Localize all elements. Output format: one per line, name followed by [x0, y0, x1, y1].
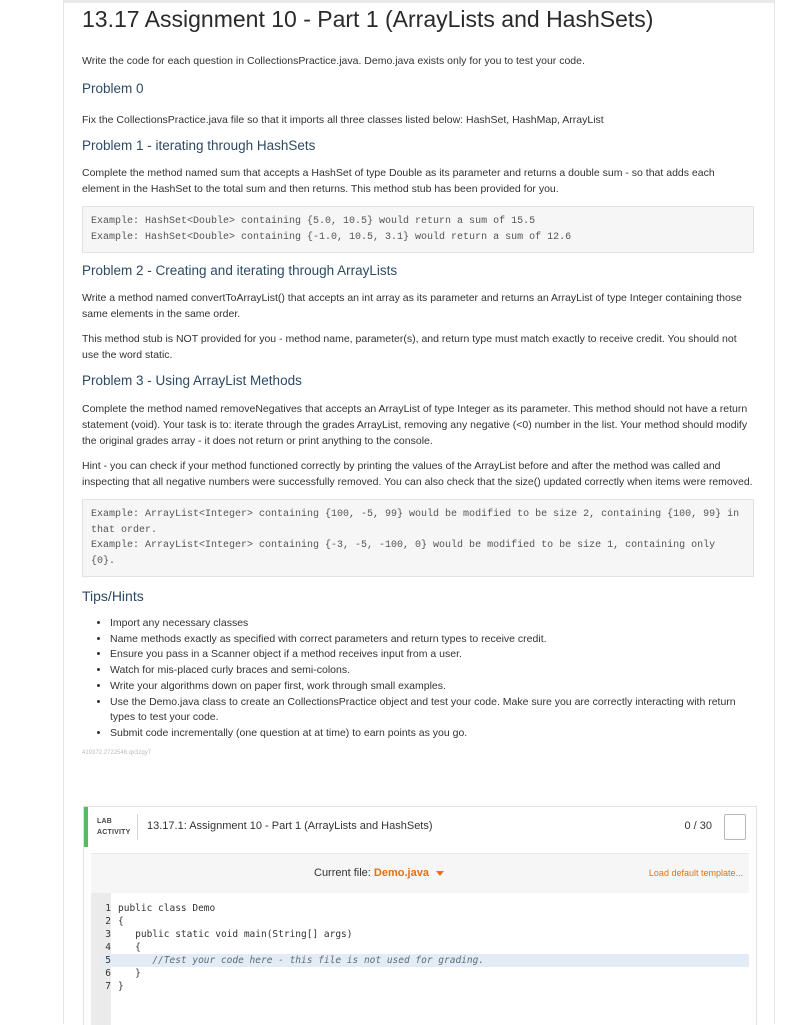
code-comment[interactable]: //Test your code here - this file is not used for grading.: [118, 955, 485, 966]
lab-accent-bar: [84, 807, 88, 847]
code-line[interactable]: [101, 941, 749, 954]
lab-title: 13.17.1: Assignment 10 - Part 1 (ArrayLists and HashSets): [147, 820, 433, 832]
code-line-active[interactable]: [101, 954, 749, 967]
tips-heading: Tips/Hints: [82, 588, 144, 604]
line-number: 4: [105, 942, 111, 953]
load-default-template-link[interactable]: Load default template...: [648, 868, 743, 878]
assignment-page: [63, 0, 775, 1024]
code-line[interactable]: [101, 967, 749, 980]
lab-label-line2: ACTIVITY: [97, 829, 131, 836]
lab-activity-panel: [83, 806, 757, 1025]
tip-item: • Import any necessary classes: [110, 616, 754, 632]
problem0-heading: Problem 0: [82, 81, 144, 96]
current-file-name[interactable]: Demo.java: [373, 867, 429, 879]
code-text[interactable]: {: [118, 942, 141, 953]
intro-text: Write the code for each question in CollectionsPractice.java. Demo.java exists only for you to test your code.: [82, 55, 585, 67]
line-number: 2: [105, 916, 111, 927]
code-text[interactable]: }: [118, 968, 141, 979]
tip-item: • Ensure you pass in a Scanner object if a method receives input from a user.: [110, 647, 754, 663]
line-number: 6: [105, 968, 111, 979]
tip-item: • Write your algorithms down on paper first, work through small examples.: [110, 679, 754, 695]
problem1-text: Complete the method named sum that accepts a HashSet of type Double as its parameter and returns a double sum - so that adds each element in the HashSet to the total sum and then returns. This method stub has been provided for you.: [82, 167, 715, 195]
lab-score: 0 / 30: [684, 820, 712, 832]
code-editor[interactable]: [91, 893, 749, 1025]
code-line[interactable]: [101, 980, 749, 993]
current-file-label: Current file:: [314, 867, 371, 879]
line-number: 1: [105, 903, 111, 914]
lab-header: [84, 807, 756, 847]
line-number: 3: [105, 929, 111, 940]
code-text[interactable]: }: [118, 981, 124, 992]
code-text[interactable]: {: [118, 916, 124, 927]
problem3-text-1: Complete the method named removeNegatives that accepts an ArrayList of type Integer as its parameter. This method should not have a return statement (void). Your task is to: iterate through the grades ArrayList, removing any negative (<0) number in the list. Your method should modify the original grades array - it does not return or print anything to the console.: [82, 403, 748, 447]
tips-list: [82, 616, 754, 742]
code-line[interactable]: [101, 902, 749, 915]
problem3-text-2: Hint - you can check if your method functioned correctly by printing the values of the ArrayList before and after the method was called and inspecting that all negative numbers were successfully removed. You can also check that the size() updated correctly when items were removed.: [82, 460, 753, 488]
problem3-example: Example: ArrayList<Integer> containing {100, -5, 99} would be modified to be size 2, containing {100, 99} in that order. Example: ArrayList<Integer> containing {-3, -5, -100, 0} would be modified to be size 1, containing only {0}.: [82, 499, 754, 577]
line-number: 5: [105, 955, 111, 966]
completion-box-icon: [724, 814, 746, 840]
page-title: 13.17 Assignment 10 - Part 1 (ArrayLists and HashSets): [82, 6, 654, 32]
file-toolbar: [91, 853, 749, 894]
tip-item: • Submit code incrementally (one question at at time) to earn points as you go.: [110, 726, 754, 742]
code-text[interactable]: public class Demo: [118, 903, 216, 914]
problem1-heading: Problem 1 - iterating through HashSets: [82, 138, 316, 153]
chevron-down-icon[interactable]: [436, 871, 444, 876]
problem3-heading: Problem 3 - Using ArrayList Methods: [82, 373, 302, 388]
top-divider: [64, 0, 774, 3]
lab-header-divider: [137, 814, 138, 840]
problem1-example: Example: HashSet<Double> containing {5.0, 10.5} would return a sum of 15.5 Example: HashSet<Double> containing {-1.0, 10.5, 3.1} would return a sum of 12.6: [82, 206, 754, 253]
tracking-id: 419372.2722546.qx3zqy7: [82, 749, 152, 756]
code-line[interactable]: [101, 928, 749, 941]
line-number: 7: [105, 981, 111, 992]
current-file-selector[interactable]: [314, 867, 444, 879]
tip-item: • Watch for mis-placed curly braces and semi-colons.: [110, 663, 754, 679]
tip-item: • Use the Demo.java class to create an CollectionsPractice object and test your code. Make sure you are correctly interacting with return types to test your code.: [110, 695, 754, 726]
tip-item: • Name methods exactly as specified with correct parameters and return types to receive credit.: [110, 632, 754, 648]
code-line[interactable]: [101, 915, 749, 928]
lab-label-line1: LAB: [97, 818, 112, 825]
assignment-content: [82, 53, 754, 756]
problem2-heading: Problem 2 - Creating and iterating through ArrayLists: [82, 263, 398, 278]
code-text[interactable]: public static void main(String[] args): [118, 929, 353, 940]
problem2-text-2: This method stub is NOT provided for you - method name, parameter(s), and return type must match exactly to receive credit. You should not use the word static.: [82, 333, 737, 361]
lab-activity-label: [97, 816, 131, 838]
code-area[interactable]: [101, 902, 749, 993]
problem2-text-1: Write a method named convertToArrayList() that accepts an int array as its parameter and returns an ArrayList of type Integer containing those same elements in the same order.: [82, 292, 742, 320]
problem0-text: Fix the CollectionsPractice.java file so that it imports all three classes listed below: HashSet, HashMap, ArrayList: [82, 114, 604, 126]
